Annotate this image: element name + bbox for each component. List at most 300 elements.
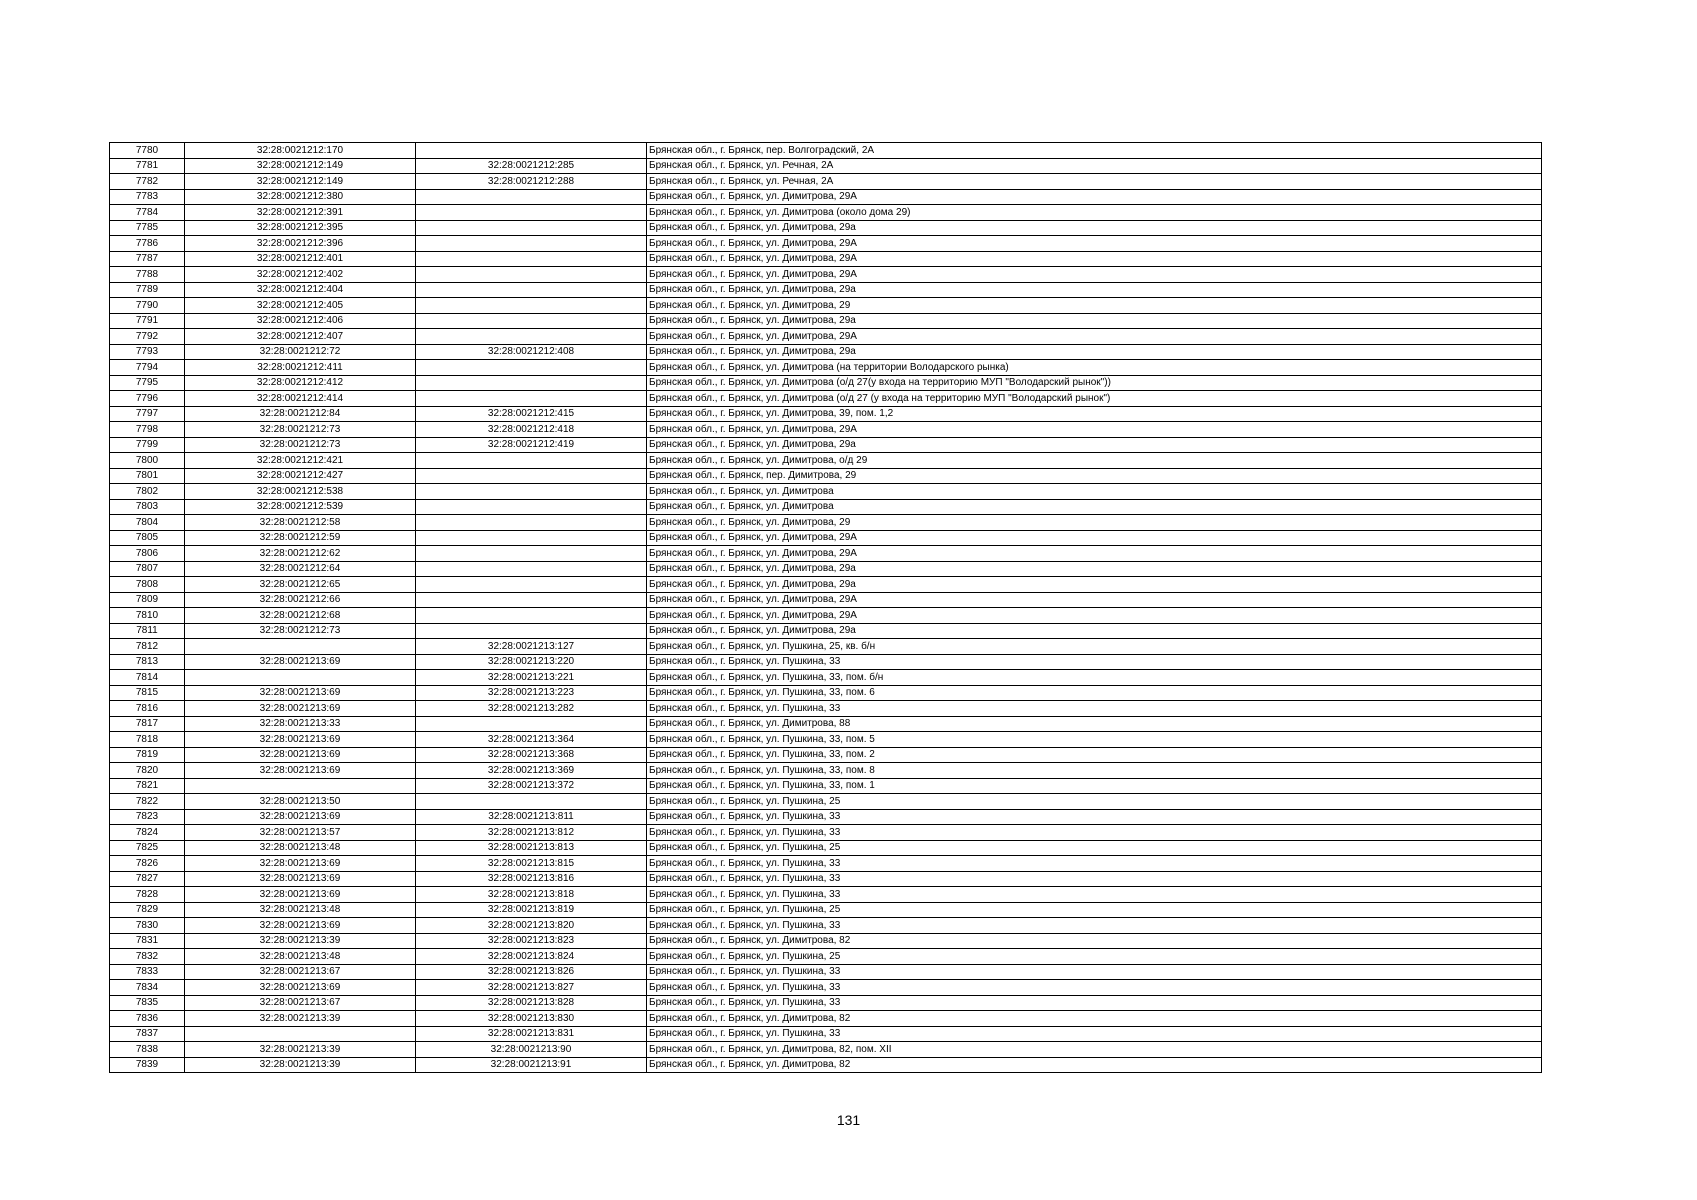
object-cadastral-number-cell: 32:28:0021213:830 bbox=[416, 1011, 647, 1027]
table-row bbox=[110, 174, 1542, 190]
address-cell: Брянская обл., г. Брянск, ул. Пушкина, 33 bbox=[647, 809, 1542, 825]
cadastral-number-cell: 32:28:0021213:69 bbox=[185, 701, 416, 717]
row-number-cell: 7789 bbox=[110, 282, 185, 298]
object-cadastral-number-cell: 32:28:0021213:372 bbox=[416, 778, 647, 794]
table-row bbox=[110, 856, 1542, 872]
address-cell: Брянская обл., г. Брянск, пер. Волгоградский, 2А bbox=[647, 143, 1542, 159]
cadastral-number-cell: 32:28:0021212:72 bbox=[185, 344, 416, 360]
table-row bbox=[110, 189, 1542, 205]
object-cadastral-number-cell bbox=[416, 375, 647, 391]
object-cadastral-number-cell: 32:28:0021213:813 bbox=[416, 840, 647, 856]
row-number-cell: 7821 bbox=[110, 778, 185, 794]
table-row bbox=[110, 902, 1542, 918]
object-cadastral-number-cell bbox=[416, 716, 647, 732]
address-cell: Брянская обл., г. Брянск, ул. Димитрова, 29А bbox=[647, 189, 1542, 205]
row-number-cell: 7801 bbox=[110, 468, 185, 484]
address-cell: Брянская обл., г. Брянск, ул. Димитрова bbox=[647, 499, 1542, 515]
address-cell: Брянская обл., г. Брянск, ул. Димитрова, 29а bbox=[647, 220, 1542, 236]
address-cell: Брянская обл., г. Брянск, пер. Димитрова, 29 bbox=[647, 468, 1542, 484]
object-cadastral-number-cell bbox=[416, 530, 647, 546]
object-cadastral-number-cell: 32:28:0021213:815 bbox=[416, 856, 647, 872]
row-number-cell: 7809 bbox=[110, 592, 185, 608]
address-cell: Брянская обл., г. Брянск, ул. Пушкина, 25 bbox=[647, 902, 1542, 918]
cadastral-number-cell: 32:28:0021212:58 bbox=[185, 515, 416, 531]
row-number-cell: 7818 bbox=[110, 732, 185, 748]
table-row bbox=[110, 747, 1542, 763]
row-number-cell: 7799 bbox=[110, 437, 185, 453]
row-number-cell: 7800 bbox=[110, 453, 185, 469]
row-number-cell: 7803 bbox=[110, 499, 185, 515]
table-row bbox=[110, 933, 1542, 949]
cadastral-number-cell: 32:28:0021213:69 bbox=[185, 763, 416, 779]
address-cell: Брянская обл., г. Брянск, ул. Димитрова, 29А bbox=[647, 251, 1542, 267]
row-number-cell: 7811 bbox=[110, 623, 185, 639]
address-cell: Брянская обл., г. Брянск, ул. Пушкина, 33, пом. 8 bbox=[647, 763, 1542, 779]
cadastral-number-cell bbox=[185, 1026, 416, 1042]
table-row bbox=[110, 701, 1542, 717]
cadastral-number-cell: 32:28:0021213:69 bbox=[185, 918, 416, 934]
object-cadastral-number-cell bbox=[416, 499, 647, 515]
row-number-cell: 7780 bbox=[110, 143, 185, 159]
table-row bbox=[110, 530, 1542, 546]
table-row bbox=[110, 949, 1542, 965]
table-row bbox=[110, 282, 1542, 298]
table-row bbox=[110, 515, 1542, 531]
cadastral-number-cell: 32:28:0021213:69 bbox=[185, 809, 416, 825]
table-row bbox=[110, 732, 1542, 748]
table-row bbox=[110, 561, 1542, 577]
row-number-cell: 7796 bbox=[110, 391, 185, 407]
row-number-cell: 7794 bbox=[110, 360, 185, 376]
object-cadastral-number-cell bbox=[416, 205, 647, 221]
object-cadastral-number-cell: 32:28:0021212:419 bbox=[416, 437, 647, 453]
address-cell: Брянская обл., г. Брянск, ул. Димитрова, 29а bbox=[647, 561, 1542, 577]
address-cell: Брянская обл., г. Брянск, ул. Пушкина, 33 bbox=[647, 825, 1542, 841]
cadastral-number-cell: 32:28:0021213:48 bbox=[185, 840, 416, 856]
row-number-cell: 7839 bbox=[110, 1057, 185, 1073]
address-cell: Брянская обл., г. Брянск, ул. Пушкина, 33, пом. 5 bbox=[647, 732, 1542, 748]
object-cadastral-number-cell bbox=[416, 313, 647, 329]
address-cell: Брянская обл., г. Брянск, ул. Димитрова, 29А bbox=[647, 267, 1542, 283]
object-cadastral-number-cell: 32:28:0021213:91 bbox=[416, 1057, 647, 1073]
row-number-cell: 7783 bbox=[110, 189, 185, 205]
table-row bbox=[110, 608, 1542, 624]
row-number-cell: 7807 bbox=[110, 561, 185, 577]
table-row bbox=[110, 840, 1542, 856]
address-cell: Брянская обл., г. Брянск, ул. Пушкина, 33 bbox=[647, 1026, 1542, 1042]
row-number-cell: 7808 bbox=[110, 577, 185, 593]
cadastral-number-cell bbox=[185, 778, 416, 794]
table-row bbox=[110, 1026, 1542, 1042]
object-cadastral-number-cell bbox=[416, 515, 647, 531]
address-cell: Брянская обл., г. Брянск, ул. Димитрова, 29А bbox=[647, 530, 1542, 546]
cadastral-number-cell: 32:28:0021212:411 bbox=[185, 360, 416, 376]
table-row bbox=[110, 871, 1542, 887]
cadastral-number-cell: 32:28:0021212:401 bbox=[185, 251, 416, 267]
address-cell: Брянская обл., г. Брянск, ул. Димитрова, 82, пом. XII bbox=[647, 1042, 1542, 1058]
object-cadastral-number-cell: 32:28:0021213:828 bbox=[416, 995, 647, 1011]
row-number-cell: 7785 bbox=[110, 220, 185, 236]
object-cadastral-number-cell bbox=[416, 561, 647, 577]
cadastral-number-cell: 32:28:0021212:538 bbox=[185, 484, 416, 500]
row-number-cell: 7827 bbox=[110, 871, 185, 887]
row-number-cell: 7837 bbox=[110, 1026, 185, 1042]
cadastral-number-cell: 32:28:0021212:66 bbox=[185, 592, 416, 608]
object-cadastral-number-cell: 32:28:0021213:812 bbox=[416, 825, 647, 841]
cadastral-number-cell: 32:28:0021212:62 bbox=[185, 546, 416, 562]
object-cadastral-number-cell: 32:28:0021213:818 bbox=[416, 887, 647, 903]
cadastral-number-cell: 32:28:0021212:405 bbox=[185, 298, 416, 314]
object-cadastral-number-cell: 32:28:0021213:223 bbox=[416, 685, 647, 701]
object-cadastral-number-cell: 32:28:0021213:221 bbox=[416, 670, 647, 686]
row-number-cell: 7829 bbox=[110, 902, 185, 918]
table-row bbox=[110, 391, 1542, 407]
address-cell: Брянская обл., г. Брянск, ул. Димитрова (на территории Володарского рынка) bbox=[647, 360, 1542, 376]
address-cell: Брянская обл., г. Брянск, ул. Пушкина, 25, кв. б/н bbox=[647, 639, 1542, 655]
cadastral-number-cell: 32:28:0021213:33 bbox=[185, 716, 416, 732]
cadastral-number-cell: 32:28:0021212:407 bbox=[185, 329, 416, 345]
object-cadastral-number-cell: 32:28:0021213:826 bbox=[416, 964, 647, 980]
table-row bbox=[110, 1042, 1542, 1058]
table-row bbox=[110, 205, 1542, 221]
address-cell: Брянская обл., г. Брянск, ул. Димитрова, 29а bbox=[647, 577, 1542, 593]
address-cell: Брянская обл., г. Брянск, ул. Пушкина, 33 bbox=[647, 964, 1542, 980]
row-number-cell: 7816 bbox=[110, 701, 185, 717]
address-cell: Брянская обл., г. Брянск, ул. Пушкина, 25 bbox=[647, 794, 1542, 810]
row-number-cell: 7793 bbox=[110, 344, 185, 360]
object-cadastral-number-cell: 32:28:0021213:282 bbox=[416, 701, 647, 717]
object-cadastral-number-cell bbox=[416, 282, 647, 298]
address-cell: Брянская обл., г. Брянск, ул. Димитрова, 82 bbox=[647, 1057, 1542, 1073]
table-row bbox=[110, 825, 1542, 841]
address-cell: Брянская обл., г. Брянск, ул. Пушкина, 33 bbox=[647, 856, 1542, 872]
object-cadastral-number-cell bbox=[416, 592, 647, 608]
cadastral-number-cell: 32:28:0021213:69 bbox=[185, 747, 416, 763]
address-cell: Брянская обл., г. Брянск, ул. Речная, 2А bbox=[647, 174, 1542, 190]
cadastral-number-cell bbox=[185, 639, 416, 655]
cadastral-number-cell: 32:28:0021213:57 bbox=[185, 825, 416, 841]
object-cadastral-number-cell bbox=[416, 189, 647, 205]
cadastral-number-cell: 32:28:0021212:59 bbox=[185, 530, 416, 546]
cadastral-number-cell: 32:28:0021212:380 bbox=[185, 189, 416, 205]
table-row bbox=[110, 964, 1542, 980]
object-cadastral-number-cell: 32:28:0021212:415 bbox=[416, 406, 647, 422]
row-number-cell: 7831 bbox=[110, 933, 185, 949]
address-cell: Брянская обл., г. Брянск, ул. Димитрова, 29а bbox=[647, 623, 1542, 639]
object-cadastral-number-cell: 32:28:0021213:811 bbox=[416, 809, 647, 825]
address-cell: Брянская обл., г. Брянск, ул. Димитрова, о/д 29 bbox=[647, 453, 1542, 469]
registry-table-body bbox=[110, 143, 1542, 1073]
address-cell: Брянская обл., г. Брянск, ул. Пушкина, 33 bbox=[647, 701, 1542, 717]
table-row bbox=[110, 623, 1542, 639]
address-cell: Брянская обл., г. Брянск, ул. Димитрова, 29а bbox=[647, 313, 1542, 329]
object-cadastral-number-cell bbox=[416, 360, 647, 376]
cadastral-number-cell: 32:28:0021213:67 bbox=[185, 964, 416, 980]
object-cadastral-number-cell bbox=[416, 220, 647, 236]
row-number-cell: 7817 bbox=[110, 716, 185, 732]
object-cadastral-number-cell bbox=[416, 623, 647, 639]
table-row bbox=[110, 654, 1542, 670]
row-number-cell: 7820 bbox=[110, 763, 185, 779]
cadastral-number-cell: 32:28:0021212:412 bbox=[185, 375, 416, 391]
row-number-cell: 7812 bbox=[110, 639, 185, 655]
table-row bbox=[110, 313, 1542, 329]
cadastral-number-cell: 32:28:0021213:69 bbox=[185, 887, 416, 903]
object-cadastral-number-cell: 32:28:0021212:288 bbox=[416, 174, 647, 190]
address-cell: Брянская обл., г. Брянск, ул. Пушкина, 33, пом. 2 bbox=[647, 747, 1542, 763]
row-number-cell: 7828 bbox=[110, 887, 185, 903]
table-row bbox=[110, 794, 1542, 810]
table-row bbox=[110, 220, 1542, 236]
row-number-cell: 7830 bbox=[110, 918, 185, 934]
address-cell: Брянская обл., г. Брянск, ул. Пушкина, 25 bbox=[647, 840, 1542, 856]
cadastral-number-cell: 32:28:0021213:48 bbox=[185, 902, 416, 918]
table-row bbox=[110, 468, 1542, 484]
cadastral-number-cell: 32:28:0021213:69 bbox=[185, 732, 416, 748]
object-cadastral-number-cell: 32:28:0021212:285 bbox=[416, 158, 647, 174]
row-number-cell: 7826 bbox=[110, 856, 185, 872]
table-row bbox=[110, 995, 1542, 1011]
object-cadastral-number-cell bbox=[416, 577, 647, 593]
object-cadastral-number-cell: 32:28:0021213:824 bbox=[416, 949, 647, 965]
cadastral-number-cell: 32:28:0021212:421 bbox=[185, 453, 416, 469]
table-row bbox=[110, 1057, 1542, 1073]
cadastral-number-cell: 32:28:0021213:39 bbox=[185, 1042, 416, 1058]
table-row bbox=[110, 236, 1542, 252]
address-cell: Брянская обл., г. Брянск, ул. Пушкина, 33 bbox=[647, 918, 1542, 934]
row-number-cell: 7823 bbox=[110, 809, 185, 825]
address-cell: Брянская обл., г. Брянск, ул. Пушкина, 25 bbox=[647, 949, 1542, 965]
address-cell: Брянская обл., г. Брянск, ул. Димитрова, 29А bbox=[647, 329, 1542, 345]
object-cadastral-number-cell bbox=[416, 251, 647, 267]
address-cell: Брянская обл., г. Брянск, ул. Пушкина, 33 bbox=[647, 871, 1542, 887]
address-cell: Брянская обл., г. Брянск, ул. Димитрова, 29 bbox=[647, 515, 1542, 531]
object-cadastral-number-cell bbox=[416, 546, 647, 562]
address-cell: Брянская обл., г. Брянск, ул. Димитрова (о/д 27(у входа на территорию МУП "Володарский рынок")) bbox=[647, 375, 1542, 391]
row-number-cell: 7790 bbox=[110, 298, 185, 314]
row-number-cell: 7795 bbox=[110, 375, 185, 391]
object-cadastral-number-cell: 32:28:0021212:408 bbox=[416, 344, 647, 360]
object-cadastral-number-cell bbox=[416, 236, 647, 252]
registry-table bbox=[109, 142, 1542, 1073]
cadastral-number-cell: 32:28:0021212:84 bbox=[185, 406, 416, 422]
row-number-cell: 7798 bbox=[110, 422, 185, 438]
table-row bbox=[110, 639, 1542, 655]
object-cadastral-number-cell: 32:28:0021213:127 bbox=[416, 639, 647, 655]
row-number-cell: 7822 bbox=[110, 794, 185, 810]
table-row bbox=[110, 685, 1542, 701]
row-number-cell: 7782 bbox=[110, 174, 185, 190]
row-number-cell: 7833 bbox=[110, 964, 185, 980]
address-cell: Брянская обл., г. Брянск, ул. Пушкина, 33 bbox=[647, 654, 1542, 670]
object-cadastral-number-cell bbox=[416, 391, 647, 407]
row-number-cell: 7787 bbox=[110, 251, 185, 267]
address-cell: Брянская обл., г. Брянск, ул. Пушкина, 33, пом. 1 bbox=[647, 778, 1542, 794]
cadastral-number-cell: 32:28:0021212:149 bbox=[185, 158, 416, 174]
object-cadastral-number-cell: 32:28:0021213:820 bbox=[416, 918, 647, 934]
table-row bbox=[110, 267, 1542, 283]
cadastral-number-cell: 32:28:0021212:149 bbox=[185, 174, 416, 190]
cadastral-number-cell: 32:28:0021212:170 bbox=[185, 143, 416, 159]
address-cell: Брянская обл., г. Брянск, ул. Димитрова, 88 bbox=[647, 716, 1542, 732]
object-cadastral-number-cell: 32:28:0021213:369 bbox=[416, 763, 647, 779]
row-number-cell: 7788 bbox=[110, 267, 185, 283]
table-row bbox=[110, 329, 1542, 345]
table-row bbox=[110, 437, 1542, 453]
address-cell: Брянская обл., г. Брянск, ул. Пушкина, 33 bbox=[647, 980, 1542, 996]
object-cadastral-number-cell: 32:28:0021213:368 bbox=[416, 747, 647, 763]
address-cell: Брянская обл., г. Брянск, ул. Димитрова, 82 bbox=[647, 933, 1542, 949]
row-number-cell: 7815 bbox=[110, 685, 185, 701]
cadastral-number-cell: 32:28:0021212:68 bbox=[185, 608, 416, 624]
cadastral-number-cell: 32:28:0021212:402 bbox=[185, 267, 416, 283]
object-cadastral-number-cell bbox=[416, 329, 647, 345]
row-number-cell: 7824 bbox=[110, 825, 185, 841]
address-cell: Брянская обл., г. Брянск, ул. Димитрова, 82 bbox=[647, 1011, 1542, 1027]
table-row bbox=[110, 453, 1542, 469]
address-cell: Брянская обл., г. Брянск, ул. Димитрова, 29А bbox=[647, 236, 1542, 252]
cadastral-number-cell: 32:28:0021212:404 bbox=[185, 282, 416, 298]
object-cadastral-number-cell bbox=[416, 453, 647, 469]
cadastral-number-cell: 32:28:0021212:406 bbox=[185, 313, 416, 329]
object-cadastral-number-cell: 32:28:0021213:827 bbox=[416, 980, 647, 996]
cadastral-number-cell: 32:28:0021212:539 bbox=[185, 499, 416, 515]
table-row bbox=[110, 670, 1542, 686]
table-row bbox=[110, 158, 1542, 174]
cadastral-number-cell: 32:28:0021213:50 bbox=[185, 794, 416, 810]
cadastral-number-cell: 32:28:0021212:73 bbox=[185, 623, 416, 639]
table-row bbox=[110, 298, 1542, 314]
table-row bbox=[110, 778, 1542, 794]
object-cadastral-number-cell bbox=[416, 608, 647, 624]
address-cell: Брянская обл., г. Брянск, ул. Пушкина, 33, пом. б/н bbox=[647, 670, 1542, 686]
table-row bbox=[110, 375, 1542, 391]
table-row bbox=[110, 360, 1542, 376]
address-cell: Брянская обл., г. Брянск, ул. Пушкина, 33 bbox=[647, 995, 1542, 1011]
row-number-cell: 7814 bbox=[110, 670, 185, 686]
address-cell: Брянская обл., г. Брянск, ул. Димитрова, 29а bbox=[647, 282, 1542, 298]
table-row bbox=[110, 716, 1542, 732]
table-row bbox=[110, 918, 1542, 934]
cadastral-number-cell: 32:28:0021212:73 bbox=[185, 437, 416, 453]
object-cadastral-number-cell: 32:28:0021213:816 bbox=[416, 871, 647, 887]
cadastral-number-cell: 32:28:0021212:64 bbox=[185, 561, 416, 577]
table-row bbox=[110, 1011, 1542, 1027]
object-cadastral-number-cell bbox=[416, 484, 647, 500]
cadastral-number-cell: 32:28:0021212:414 bbox=[185, 391, 416, 407]
row-number-cell: 7825 bbox=[110, 840, 185, 856]
cadastral-number-cell: 32:28:0021212:65 bbox=[185, 577, 416, 593]
row-number-cell: 7819 bbox=[110, 747, 185, 763]
address-cell: Брянская обл., г. Брянск, ул. Димитрова, 29а bbox=[647, 437, 1542, 453]
table-row bbox=[110, 809, 1542, 825]
table-row bbox=[110, 887, 1542, 903]
table-row bbox=[110, 763, 1542, 779]
address-cell: Брянская обл., г. Брянск, ул. Димитрова, 39, пом. 1,2 bbox=[647, 406, 1542, 422]
object-cadastral-number-cell bbox=[416, 143, 647, 159]
object-cadastral-number-cell: 32:28:0021212:418 bbox=[416, 422, 647, 438]
cadastral-number-cell: 32:28:0021212:396 bbox=[185, 236, 416, 252]
table-row bbox=[110, 499, 1542, 515]
row-number-cell: 7835 bbox=[110, 995, 185, 1011]
row-number-cell: 7802 bbox=[110, 484, 185, 500]
row-number-cell: 7781 bbox=[110, 158, 185, 174]
address-cell: Брянская обл., г. Брянск, ул. Димитрова, 29а bbox=[647, 344, 1542, 360]
address-cell: Брянская обл., г. Брянск, ул. Пушкина, 33, пом. 6 bbox=[647, 685, 1542, 701]
cadastral-number-cell: 32:28:0021213:48 bbox=[185, 949, 416, 965]
page-number: 131 bbox=[836, 1112, 861, 1128]
table-row bbox=[110, 344, 1542, 360]
object-cadastral-number-cell bbox=[416, 794, 647, 810]
object-cadastral-number-cell: 32:28:0021213:831 bbox=[416, 1026, 647, 1042]
table-row bbox=[110, 980, 1542, 996]
cadastral-number-cell: 32:28:0021213:69 bbox=[185, 871, 416, 887]
address-cell: Брянская обл., г. Брянск, ул. Димитрова, 29А bbox=[647, 546, 1542, 562]
cadastral-number-cell: 32:28:0021213:67 bbox=[185, 995, 416, 1011]
row-number-cell: 7791 bbox=[110, 313, 185, 329]
cadastral-number-cell: 32:28:0021213:39 bbox=[185, 933, 416, 949]
cadastral-number-cell bbox=[185, 670, 416, 686]
table-row bbox=[110, 143, 1542, 159]
row-number-cell: 7813 bbox=[110, 654, 185, 670]
row-number-cell: 7832 bbox=[110, 949, 185, 965]
address-cell: Брянская обл., г. Брянск, ул. Димитрова (о/д 27 (у входа на территорию МУП "Володарский рынок") bbox=[647, 391, 1542, 407]
row-number-cell: 7834 bbox=[110, 980, 185, 996]
object-cadastral-number-cell bbox=[416, 267, 647, 283]
cadastral-number-cell: 32:28:0021212:427 bbox=[185, 468, 416, 484]
cadastral-number-cell: 32:28:0021213:69 bbox=[185, 856, 416, 872]
row-number-cell: 7806 bbox=[110, 546, 185, 562]
row-number-cell: 7805 bbox=[110, 530, 185, 546]
cadastral-number-cell: 32:28:0021213:39 bbox=[185, 1011, 416, 1027]
address-cell: Брянская обл., г. Брянск, ул. Пушкина, 33 bbox=[647, 887, 1542, 903]
cadastral-number-cell: 32:28:0021212:391 bbox=[185, 205, 416, 221]
address-cell: Брянская обл., г. Брянск, ул. Димитрова, 29 bbox=[647, 298, 1542, 314]
row-number-cell: 7836 bbox=[110, 1011, 185, 1027]
table-row bbox=[110, 406, 1542, 422]
cadastral-number-cell: 32:28:0021213:69 bbox=[185, 980, 416, 996]
row-number-cell: 7784 bbox=[110, 205, 185, 221]
address-cell: Брянская обл., г. Брянск, ул. Димитрова bbox=[647, 484, 1542, 500]
table-row bbox=[110, 577, 1542, 593]
row-number-cell: 7838 bbox=[110, 1042, 185, 1058]
object-cadastral-number-cell: 32:28:0021213:220 bbox=[416, 654, 647, 670]
row-number-cell: 7792 bbox=[110, 329, 185, 345]
cadastral-number-cell: 32:28:0021213:39 bbox=[185, 1057, 416, 1073]
address-cell: Брянская обл., г. Брянск, ул. Димитрова, 29А bbox=[647, 592, 1542, 608]
object-cadastral-number-cell: 32:28:0021213:364 bbox=[416, 732, 647, 748]
cadastral-number-cell: 32:28:0021212:395 bbox=[185, 220, 416, 236]
table-row bbox=[110, 592, 1542, 608]
cadastral-number-cell: 32:28:0021212:73 bbox=[185, 422, 416, 438]
table-row bbox=[110, 546, 1542, 562]
object-cadastral-number-cell: 32:28:0021213:819 bbox=[416, 902, 647, 918]
row-number-cell: 7797 bbox=[110, 406, 185, 422]
address-cell: Брянская обл., г. Брянск, ул. Димитрова, 29А bbox=[647, 422, 1542, 438]
table-row bbox=[110, 422, 1542, 438]
object-cadastral-number-cell bbox=[416, 298, 647, 314]
row-number-cell: 7804 bbox=[110, 515, 185, 531]
cadastral-number-cell: 32:28:0021213:69 bbox=[185, 654, 416, 670]
table-row bbox=[110, 484, 1542, 500]
address-cell: Брянская обл., г. Брянск, ул. Димитрова, 29А bbox=[647, 608, 1542, 624]
row-number-cell: 7786 bbox=[110, 236, 185, 252]
object-cadastral-number-cell bbox=[416, 468, 647, 484]
table-row bbox=[110, 251, 1542, 267]
row-number-cell: 7810 bbox=[110, 608, 185, 624]
address-cell: Брянская обл., г. Брянск, ул. Димитрова (около дома 29) bbox=[647, 205, 1542, 221]
cadastral-number-cell: 32:28:0021213:69 bbox=[185, 685, 416, 701]
